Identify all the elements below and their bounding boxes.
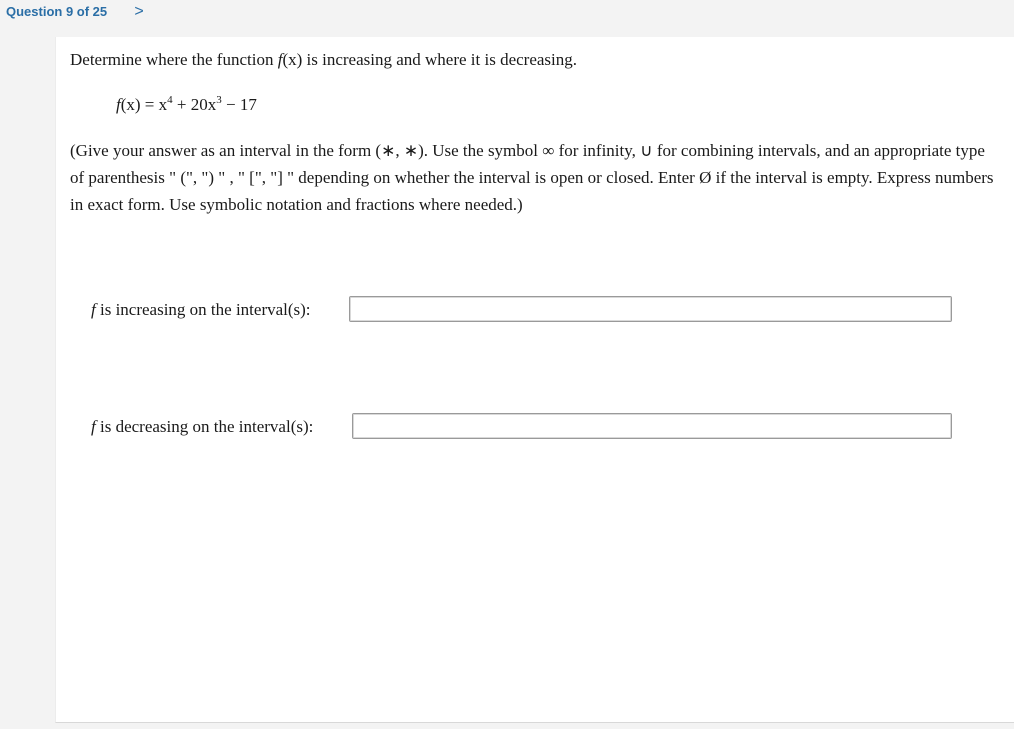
- equation-tail: − 17: [221, 95, 257, 114]
- increasing-label-var: f: [91, 300, 96, 319]
- equation-function-name: f: [116, 95, 121, 114]
- question-prompt: [70, 50, 577, 70]
- increasing-label: [91, 300, 311, 320]
- question-counter: Question 9 of 25: [6, 4, 108, 19]
- increasing-interval-input[interactable]: [349, 296, 952, 322]
- equation-middle: + 20x: [172, 95, 217, 114]
- decreasing-label-var: f: [91, 417, 96, 436]
- prompt-text-before: Determine where the function: [70, 50, 278, 69]
- increasing-answer-row: [91, 296, 961, 326]
- question-card: [55, 37, 1014, 723]
- decreasing-label-text: is decreasing on the interval(s):: [95, 417, 314, 436]
- prompt-function-arg: (x): [282, 50, 303, 69]
- prompt-text-after: is increasing and where it is decreasing.: [302, 50, 578, 69]
- equation-exponent-3: 3: [216, 94, 222, 106]
- equation-exponent-4: 4: [167, 94, 173, 106]
- question-navigation-bar: [0, 0, 1014, 28]
- decreasing-label: [91, 417, 313, 437]
- prompt-function-name: f: [277, 50, 283, 69]
- answer-instructions: (Give your answer as an interval in the form (∗, ∗). Use the symbol ∞ for infinity, ∪ for combining intervals, and an appropriate type of parenthesis " (", ") " , " [", "] " depending on whether the interval is open or closed. Enter Ø if the interval is empty. Express numbers in exact form. Use symbolic notation and fractions where needed.): [70, 141, 994, 214]
- decreasing-interval-input[interactable]: [352, 413, 952, 439]
- function-equation: [116, 95, 257, 115]
- equation-lhs: (x) = x: [120, 95, 168, 114]
- increasing-label-text: is increasing on the interval(s):: [95, 300, 311, 319]
- chevron-right-icon[interactable]: >: [134, 3, 144, 20]
- decreasing-answer-row: [91, 413, 961, 443]
